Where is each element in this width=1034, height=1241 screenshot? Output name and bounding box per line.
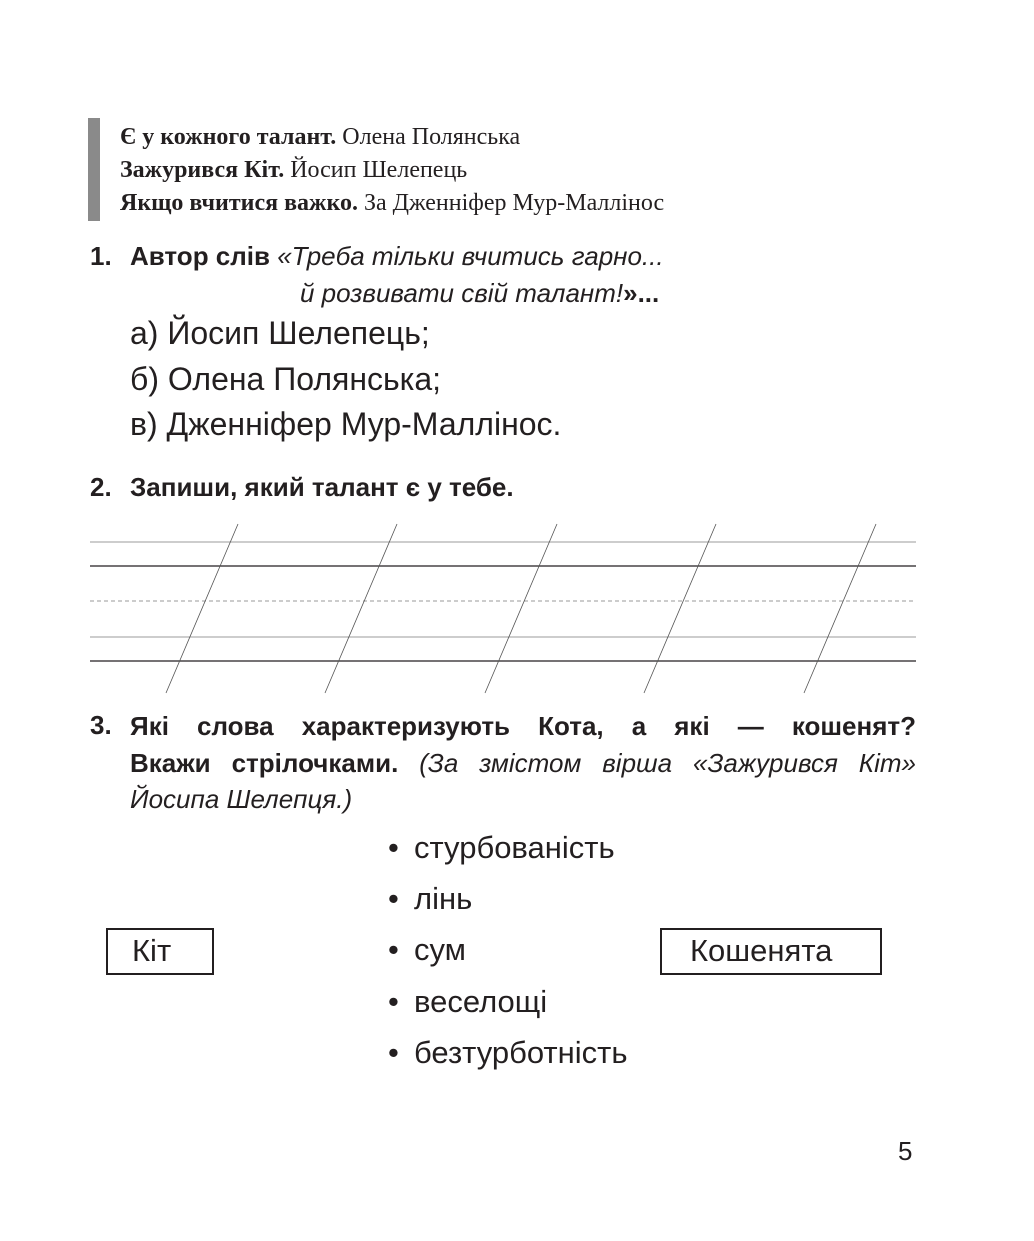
bullet: • — [388, 830, 399, 865]
word-text: стурбованість — [414, 830, 615, 865]
source-title-2: Зажурився Кіт. — [120, 157, 285, 183]
bullet: • — [388, 881, 399, 916]
source-title-3: Якщо вчитися важко. — [120, 190, 358, 216]
page-number: 5 — [898, 1136, 913, 1166]
bullet: • — [388, 1035, 399, 1070]
q3-note-line-2: Йосипа Шелепця.) — [130, 784, 353, 814]
q3-note-line-1: (За змістом вірша «Зажурився Кіт» — [419, 748, 917, 778]
q1-quote-end: »... — [623, 278, 660, 308]
q1-option-c: в) Дженніфер Мур-Маллінос. — [130, 406, 562, 442]
source-title-1: Є у кожного талант. — [120, 124, 337, 150]
source-line-2 — [120, 155, 467, 185]
q1-option-b: б) Олена Полянська; — [130, 361, 442, 397]
q3-prompt-line-2 — [130, 745, 916, 781]
bullet: • — [388, 932, 399, 967]
q3-prompt-line-1: Які слова характеризують Кота, а які — кошенят? — [130, 711, 916, 741]
q1-prompt-line-1 — [130, 241, 664, 272]
box-kittens[interactable]: Кошенята — [660, 928, 882, 975]
word-text: сум — [414, 932, 466, 967]
source-line-3 — [120, 188, 664, 218]
q2-prompt: Запиши, який талант є у тебе. — [130, 472, 514, 502]
word-item — [388, 984, 547, 1020]
source-line-1 — [120, 122, 520, 152]
bullet: • — [388, 984, 399, 1019]
handwriting-lines[interactable] — [90, 522, 916, 694]
q1-lead: Автор слів — [130, 241, 270, 271]
q1-quote-line-1: «Треба тільки вчитись гарно... — [277, 241, 664, 271]
source-accent-bar — [88, 118, 100, 221]
word-item — [388, 1035, 628, 1071]
word-item — [388, 932, 466, 968]
word-item — [388, 830, 615, 866]
source-author-1: Олена Полянська — [342, 124, 521, 150]
word-text: лінь — [414, 881, 473, 916]
box-cat[interactable]: Кіт — [106, 928, 214, 975]
source-author-3: За Дженніфер Мур-Маллінос — [363, 190, 665, 216]
q1-prompt-line-2 — [300, 278, 659, 309]
q1-number: 1. — [90, 241, 112, 271]
q2-number: 2. — [90, 472, 112, 502]
word-text: безтурботність — [414, 1035, 628, 1070]
q1-quote-line-2: й розвивати свій талант! — [300, 278, 624, 308]
q1-option-a: а) Йосип Шелепець; — [130, 315, 430, 351]
q3-number: 3. — [90, 710, 112, 740]
q3-instruction: Вкажи стрілочками. — [130, 748, 399, 778]
word-text: веселощі — [414, 984, 548, 1019]
word-item — [388, 881, 472, 917]
source-author-2: Йосип Шелепець — [290, 157, 468, 183]
